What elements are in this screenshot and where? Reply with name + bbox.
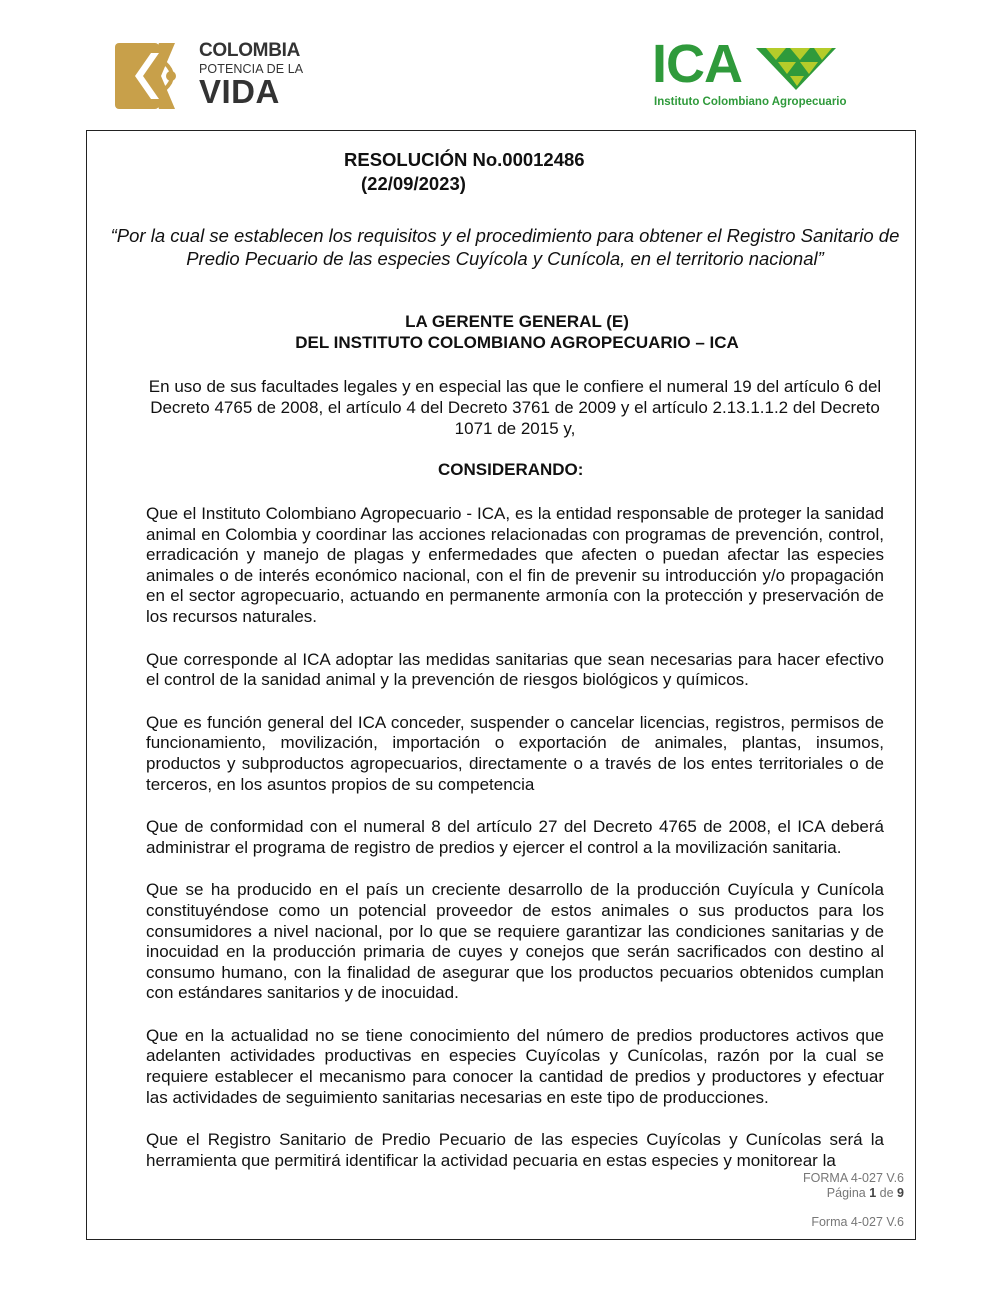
colombia-potencia-de-la-vida-logo	[115, 40, 305, 112]
authority-line-1: LA GERENTE GENERAL (E)	[405, 312, 629, 331]
page-label: Página	[826, 1186, 866, 1200]
paragraph: Que es función general del ICA conceder, suspender o cancelar licencias, registros, permisos de funcionamiento, movilización, importación o exportación de animales, plantas, insumos, productos y subproductos agropecuarios, directamente o a través de los entes territoriales o de terceros, en los asuntos propios de su competencia	[146, 712, 884, 794]
resolution-number: RESOLUCIÓN No.00012486	[344, 149, 585, 170]
paragraph: Que se ha producido en el país un creciente desarrollo de la producción Cuyícula y Cunícola constituyéndose como un potencial proveedor de estos animales o sus productos para los consumidores a nivel nacional, por lo que se requiere garantizar las condiciones sanitarias y de inocuidad en la producción primaria de cuyes y conejos que serán sacrificados con destino al consumo humano, con la finalidad de asegurar que los productos pecuarios obtenidos cumplan con estándares sanitarios y de inocuidad.	[146, 880, 884, 1003]
paragraph: Que de conformidad con el numeral 8 del artículo 27 del Decreto 4765 de 2008, el ICA deberá administrar el programa de registro de predios y ejercer el control a la movilización sanitaria.	[146, 817, 884, 857]
colombia-logo-line1: COLOMBIA	[199, 40, 301, 61]
paragraph: Que el Registro Sanitario de Predio Pecuario de las especies Cuyícolas y Cunícolas será la herramienta que permitirá identificar la actividad pecuaria en estas especies y monitorear la	[146, 1130, 884, 1170]
ica-logo-subtitle: Instituto Colombiano Agropecuario	[654, 96, 847, 108]
page-separator: de	[879, 1186, 894, 1200]
colombia-logo-line2: POTENCIA DE LA	[199, 62, 304, 76]
paragraph: Que el Instituto Colombiano Agropecuario - ICA, es la entidad responsable de proteger la sanidad animal en Colombia y coordinar las acciones relacionadas con programas de prevención, control, erradicación y manejo de plagas y enfermedades que afecten o puedan afectar las especies animales o de interés económico nacional, con el fin de prevenir su introducción y/o propagación en el sector agropecuario, actuando en permanente armonía con la protección y preservación de los recursos naturales.	[146, 504, 884, 626]
paragraph: Que en la actualidad no se tiene conocimiento del número de predios productores activos que adelanten actividades productivas en especies Cuyícolas y Cunícolas, razón por la cual se requiere establecer el mecanismo para conocer la cantidad de predios y productores y efectuar las actividades de seguimiento sanitarias necesarias en este tipo de producciones.	[146, 1025, 884, 1107]
colombia-logo-line3: VIDA	[199, 73, 280, 110]
page-total: 9	[897, 1186, 904, 1200]
ica-logo-arrow-icon	[756, 44, 836, 90]
resolution-date: (22/09/2023)	[361, 173, 466, 194]
colombia-logo-mark-icon	[115, 43, 187, 109]
authority-line-2: DEL INSTITUTO COLOMBIANO AGROPECUARIO – ICA	[295, 333, 739, 352]
form-code-top: FORMA 4-027 V.6	[803, 1171, 904, 1185]
resolution-subject: “Por la cual se establecen los requisitos y el procedimiento para obtener el Registro Sanitario de Predio Pecuario de las especies Cuyícola y Cunícola, en el territorio nacional”	[110, 225, 900, 269]
colombia-logo-wordmark	[199, 40, 303, 108]
page-indicator	[827, 1186, 904, 1200]
considerando-paragraphs	[146, 504, 884, 1193]
preamble: En uso de sus facultades legales y en especial las que le confiere el numeral 19 del artículo 6 del Decreto 4765 de 2008, el artículo 4 del Decreto 3761 de 2009 y el artículo 2.13.1.1.2 del Decreto 1071 de 2015 y,	[148, 377, 882, 438]
form-code-bottom: Forma 4-027 V.6	[811, 1215, 904, 1229]
issuing-authority	[100, 311, 934, 353]
ica-logo-acronym: ICA	[652, 34, 742, 94]
ica-logo	[652, 34, 852, 114]
paragraph: Que corresponde al ICA adoptar las medidas sanitarias que sean necesarias para hacer efectivo el control de la sanidad animal y la prevención de riesgos biológicos y químicos.	[146, 649, 884, 690]
page-current: 1	[869, 1186, 877, 1200]
considerando-heading: CONSIDERANDO:	[438, 460, 584, 479]
